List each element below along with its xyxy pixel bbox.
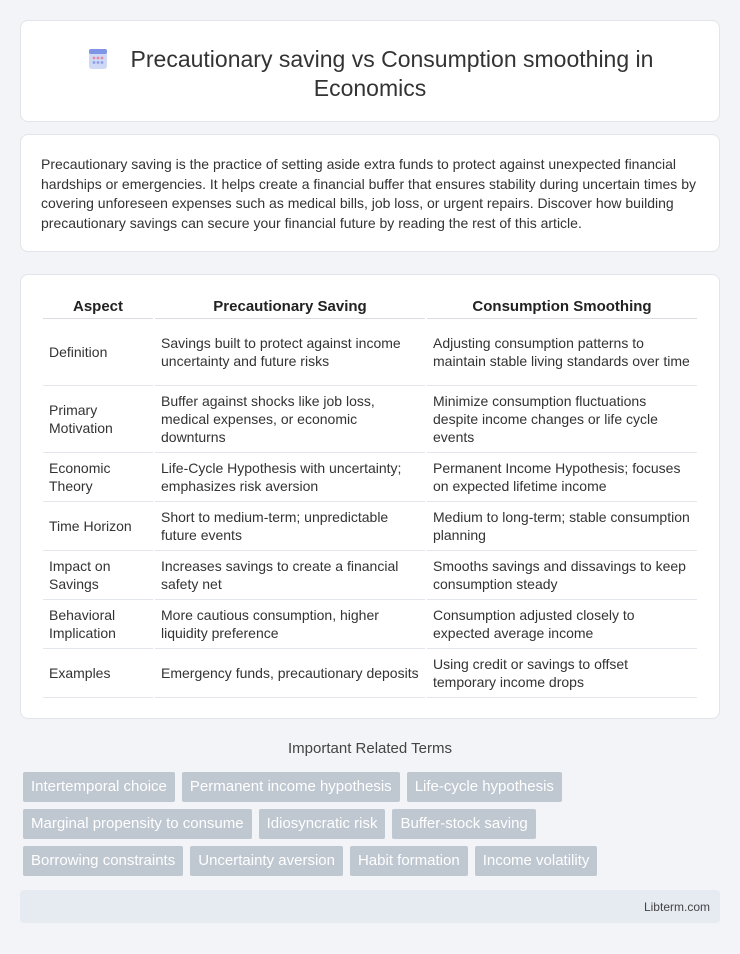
related-terms-row — [23, 772, 723, 802]
row-aspect: Impact on Savings — [43, 551, 153, 600]
related-terms-row — [23, 846, 723, 876]
term-tag[interactable]: Idiosyncratic risk — [259, 809, 386, 839]
row-aspect: Behavioral Implication — [43, 600, 153, 649]
row-smoothing: Permanent Income Hypothesis; focuses on expected lifetime income — [427, 453, 697, 502]
row-precautionary: Buffer against shocks like job loss, medical expenses, or economic downturns — [155, 386, 425, 453]
row-aspect: Primary Motivation — [43, 386, 153, 453]
table-header-row — [43, 295, 697, 319]
row-precautionary: Life-Cycle Hypothesis with uncertainty; emphasizes risk aversion — [155, 453, 425, 502]
related-terms-heading: Important Related Terms — [288, 740, 452, 757]
row-aspect: Economic Theory — [43, 453, 153, 502]
footer — [20, 890, 720, 923]
row-smoothing: Minimize consumption fluctuations despite income changes or life cycle events — [427, 386, 697, 453]
page-title: Precautionary saving vs Consumption smoothing in Economics — [130, 46, 654, 101]
table-row — [43, 453, 697, 502]
table-row — [43, 551, 697, 600]
comparison-card — [20, 274, 720, 719]
table-row — [43, 649, 697, 698]
intro-paragraph: Precautionary saving is the practice of setting aside extra funds to protect against unexpected financial hardships or emergencies. It helps create a financial buffer that ensures stability during uncertain times by covering unforeseen expenses such as medical bills, job loss, or urgent repairs. Discover how building precautionary savings can secure your financial future by reading the rest of this article. — [41, 156, 696, 231]
comparison-table — [41, 295, 699, 698]
header-precautionary-saving: Precautionary Saving — [155, 295, 425, 319]
title-card — [20, 20, 720, 122]
term-tag[interactable]: Marginal propensity to consume — [23, 809, 252, 839]
row-precautionary: Savings built to protect against income uncertainty and future risks — [155, 319, 425, 386]
intro-card — [20, 134, 720, 252]
term-tag[interactable]: Intertemporal choice — [23, 772, 175, 802]
term-tag[interactable]: Life-cycle hypothesis — [407, 772, 562, 802]
footer-site-link[interactable]: Libterm.com — [643, 900, 710, 914]
row-aspect: Definition — [43, 319, 153, 386]
term-tag[interactable]: Uncertainty aversion — [190, 846, 343, 876]
row-aspect: Time Horizon — [43, 502, 153, 551]
term-tag[interactable]: Buffer-stock saving — [392, 809, 535, 839]
row-precautionary: Emergency funds, precautionary deposits — [155, 649, 425, 698]
table-row — [43, 319, 697, 386]
term-tag[interactable]: Habit formation — [350, 846, 468, 876]
table-row — [43, 386, 697, 453]
row-smoothing: Consumption adjusted closely to expected average income — [427, 600, 697, 649]
row-precautionary: More cautious consumption, higher liquidity preference — [155, 600, 425, 649]
header-aspect: Aspect — [43, 295, 153, 319]
term-tag[interactable]: Income volatility — [475, 846, 598, 876]
related-terms — [23, 772, 723, 883]
row-smoothing: Using credit or savings to offset temporary income drops — [427, 649, 697, 698]
related-terms-row — [23, 809, 723, 839]
row-precautionary: Increases savings to create a financial safety net — [155, 551, 425, 600]
table-row — [43, 502, 697, 551]
row-smoothing: Medium to long-term; stable consumption planning — [427, 502, 697, 551]
row-smoothing: Smooths savings and dissavings to keep consumption steady — [427, 551, 697, 600]
document-icon — [87, 48, 109, 70]
term-tag[interactable]: Borrowing constraints — [23, 846, 183, 876]
table-row — [43, 600, 697, 649]
header-consumption-smoothing: Consumption Smoothing — [427, 295, 697, 319]
term-tag[interactable]: Permanent income hypothesis — [182, 772, 400, 802]
row-aspect: Examples — [43, 649, 153, 698]
row-precautionary: Short to medium-term; unpredictable future events — [155, 502, 425, 551]
row-smoothing: Adjusting consumption patterns to maintain stable living standards over time — [427, 319, 697, 386]
